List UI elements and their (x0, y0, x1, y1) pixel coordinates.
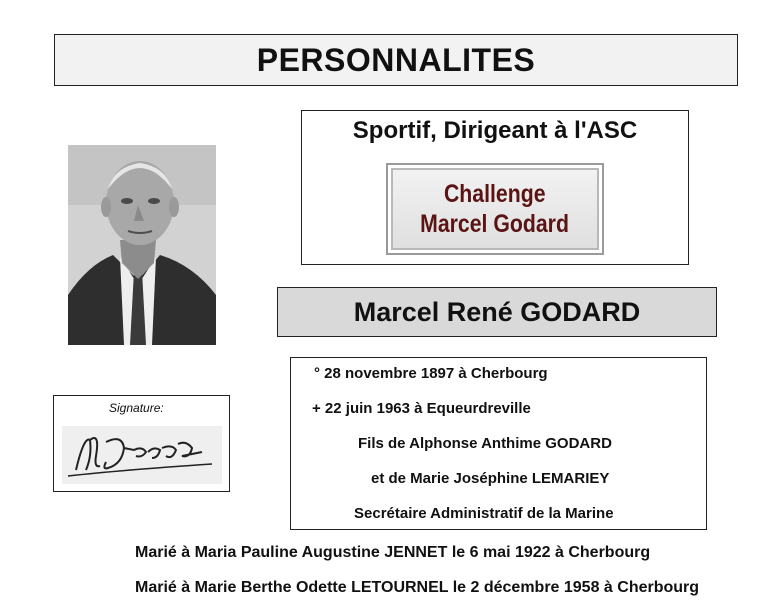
person-name-box (277, 287, 717, 337)
challenge-plaque (386, 163, 604, 255)
biography-panel (290, 357, 707, 530)
father-line: Fils de Alphonse Anthime GODARD (358, 435, 612, 452)
signature-panel (53, 395, 230, 492)
plaque-line-1: Challenge (444, 180, 546, 208)
occupation-line: Secrétaire Administratif de la Marine (354, 505, 614, 522)
signature-label: Signature: (109, 401, 164, 415)
handwritten-signature (62, 426, 222, 486)
death-line: + 22 juin 1963 à Equeurdreville (312, 400, 531, 417)
marriage-line-2: Marié à Marie Berthe Odette LETOURNEL le 2 décembre 1958 à Cherbourg (135, 579, 700, 596)
page-title: PERSONNALITES (256, 41, 536, 78)
portrait-image (68, 145, 216, 345)
marriage-line-1: Marié à Maria Pauline Augustine JENNET le 6 mai 1922 à Cherbourg (135, 544, 651, 561)
plaque-line-2: Marcel Godard (420, 210, 570, 238)
portrait-photo (68, 145, 216, 345)
page-title-box (54, 34, 738, 86)
mother-line: et de Marie Joséphine LEMARIEY (371, 470, 610, 487)
role-panel (301, 110, 689, 265)
role-title: Sportif, Dirigeant à l'ASC (352, 117, 638, 144)
person-name: Marcel René GODARD (353, 296, 641, 327)
birth-line: ° 28 novembre 1897 à Cherbourg (314, 365, 548, 382)
